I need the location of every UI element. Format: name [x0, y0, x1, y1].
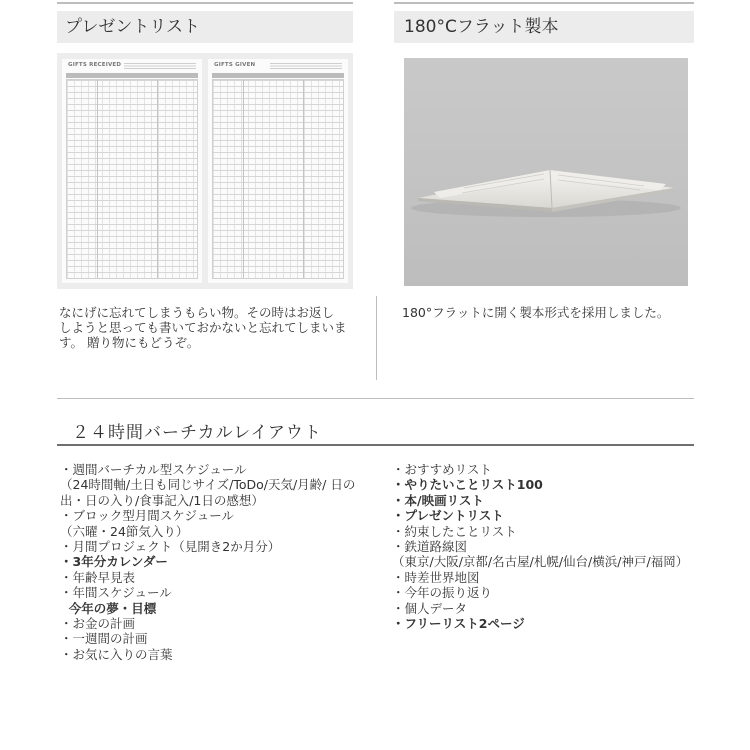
feature-list-item: ・本/映画リスト — [392, 492, 484, 508]
feature-list-item: ・月間プロジェクト（見開き2か月分） — [60, 539, 281, 555]
feature-list-item: ・鉄道路線図 — [392, 539, 468, 555]
feature-list-item: ・一週間の計画 — [60, 631, 148, 647]
feature-list-item: ・フリーリスト2ページ — [392, 616, 525, 632]
feature-list-item: ・週間バーチカル型スケジュール — [60, 462, 247, 477]
feature-list-item: （24時間軸/土日も同じサイズ/ToDo/天気/月齢/ 日の出・日の入り/食事記入/1日の感想） — [60, 477, 356, 508]
feature-list-item: ・約束したことリスト — [392, 523, 517, 539]
feature-list-item: （東京/大阪/京都/名古屋/札幌/仙台/横浜/神戸/福岡） — [392, 554, 689, 570]
vertical-layout-title: ２４時間バーチカルレイアウト — [72, 423, 322, 443]
section-divider — [57, 398, 694, 399]
flat-open-book-photo — [404, 58, 688, 286]
feature-list-item: ・お気に入りの言葉 — [60, 646, 173, 662]
gifts-given-label: GIFTS GIVEN — [214, 62, 256, 68]
flat-binding-title: 180°Cフラット製本 — [394, 11, 694, 43]
feature-list-item: （六曜・24節気入り） — [60, 523, 189, 539]
feature-list-item: ・お金の計画 — [60, 616, 136, 632]
gifts-given-page — [208, 59, 348, 283]
feature-list-right — [392, 462, 702, 631]
column-divider — [376, 296, 377, 380]
top-divider-right — [394, 2, 694, 4]
gift-list-planner-image — [57, 53, 353, 289]
gifts-received-page — [62, 59, 202, 283]
feature-list-item: ・やりたいことリスト100 — [392, 477, 543, 493]
flat-binding-description: 180°フラットに開く製本形式を採用しました。 — [402, 305, 670, 320]
feature-list-item: ・個人データ — [392, 600, 468, 616]
feature-list-item: ・ブロック型月間スケジュール — [60, 508, 235, 524]
feature-list-item: 今年の夢・目標 — [60, 600, 157, 616]
title-underline — [57, 444, 694, 446]
top-divider-left — [57, 2, 353, 4]
feature-list-item: ・年齢早見表 — [60, 569, 136, 585]
present-list-description: なにげに忘れてしまうもらい物。その時はお返し しようと思っても書いておかないと忘れてしまいます。 贈り物にもどうぞ。 — [59, 305, 347, 350]
feature-list-item: ・3年分カレンダー — [60, 554, 168, 570]
feature-list-item: ・今年の振り返り — [392, 585, 493, 601]
present-list-title: プレゼントリスト — [57, 11, 353, 43]
feature-list-item: ・おすすめリスト — [392, 462, 492, 477]
feature-list-item: ・時差世界地図 — [392, 569, 480, 585]
feature-list-item: ・年間スケジュール — [60, 585, 172, 601]
feature-list-left — [60, 462, 370, 662]
feature-list-item: ・プレゼントリスト — [392, 508, 504, 524]
gifts-received-label: GIFTS RECEIVED — [68, 62, 122, 68]
